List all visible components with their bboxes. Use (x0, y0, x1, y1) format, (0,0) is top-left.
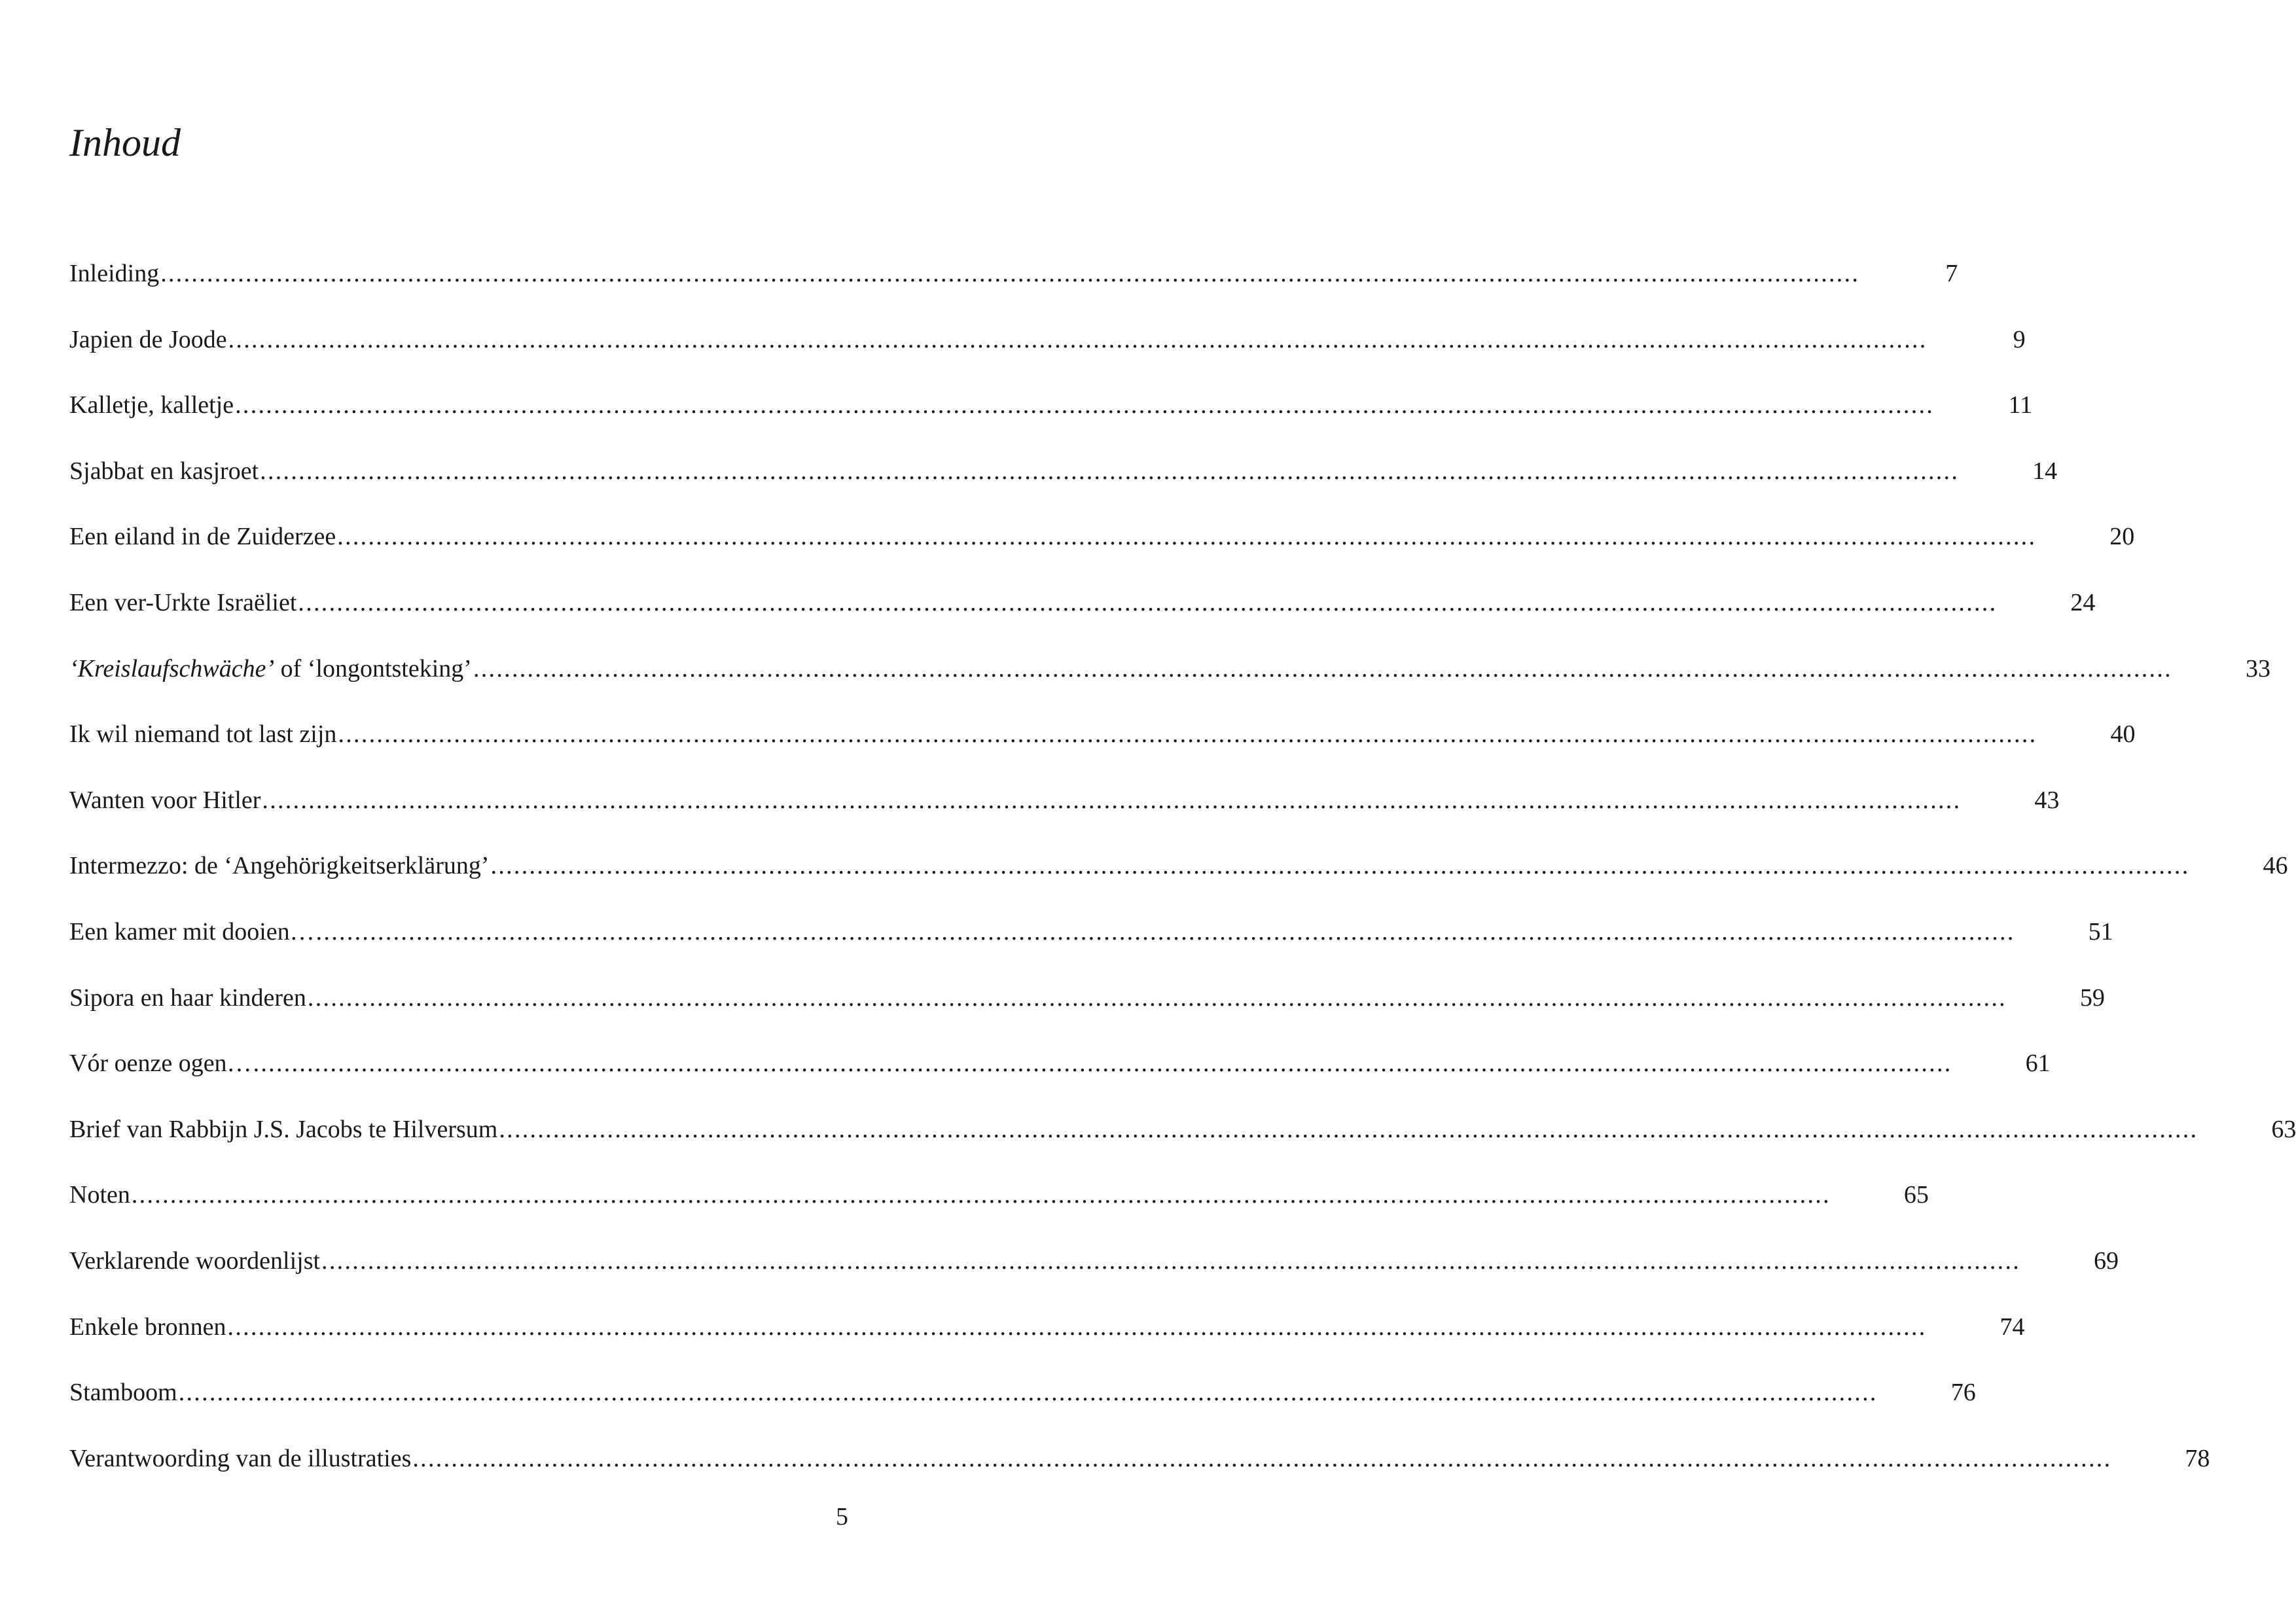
dot-leader: ............................................................................................................................................................................................................................ (490, 852, 2190, 880)
toc-entry (69, 1244, 2119, 1310)
dot-leader: ............................................................................................................................................................................................................................ (227, 1313, 1927, 1341)
toc-entry-page: 76 (1950, 1379, 1976, 1407)
toc-entry-label: Japien de Joode (69, 323, 228, 357)
dot-leader: ............................................................................................................................................................................................................................ (160, 260, 1860, 287)
table-of-contents (69, 256, 2296, 1507)
dot-leader: ............................................................................................................................................................................................................................ (131, 1181, 1831, 1209)
toc-entry-page: 74 (2000, 1313, 2025, 1341)
toc-entry-label: Kalletje, kalletje (69, 388, 235, 422)
toc-entry (69, 1112, 2296, 1178)
toc-entry-page: 61 (2025, 1050, 2051, 1078)
dot-leader: ............................................................................................................................................................................................................................ (473, 654, 2172, 682)
toc-entry-page: 14 (2032, 457, 2058, 485)
toc-entry-page: 11 (2008, 391, 2033, 419)
toc-entry-page: 63 (2271, 1115, 2296, 1143)
toc-entry (69, 783, 2060, 849)
toc-entry-page: 24 (2070, 588, 2096, 616)
toc-entry-label: Intermezzo: de ‘Angehörigkeitserklärung’ (69, 849, 491, 883)
dot-leader: ............................................................................................................................................................................................................................ (260, 457, 1960, 485)
dot-leader: ............................................................................................................................................................................................................................ (253, 1050, 1952, 1078)
toc-entry (69, 388, 2033, 454)
toc-entry (69, 981, 2105, 1047)
toc-entry-page: 59 (2079, 983, 2105, 1012)
page-number: 5 (836, 1503, 848, 1530)
toc-entry (69, 849, 2288, 915)
toc-entry-page: 43 (2034, 786, 2060, 814)
toc-entry-label: Sjabbat en kasjroet (69, 454, 260, 488)
toc-entry-label-rest: of ‘longontsteking’ (274, 654, 472, 682)
toc-entry-page: 65 (1903, 1181, 1929, 1209)
dot-leader: ............................................................................................................................................................................................................................ (262, 786, 1962, 814)
toc-entry-label (69, 652, 473, 686)
toc-entry-page: 7 (1945, 260, 1958, 287)
toc-entry (69, 1178, 1929, 1244)
toc-entry-page: 46 (2263, 852, 2288, 880)
toc-entry-page: 78 (2185, 1444, 2210, 1472)
toc-entry (69, 520, 2135, 586)
toc-entry-page: 20 (2109, 523, 2135, 551)
toc-entry-label: Ik wil niemand tot last zijn (69, 717, 338, 751)
dot-leader: ............................................................................................................................................................................................................................ (321, 1247, 2021, 1275)
toc-entry-page: 33 (2245, 654, 2270, 682)
page-title: Inhoud (69, 121, 181, 164)
dot-leader: ............................................................................................................................................................................................................................ (178, 1379, 1878, 1407)
toc-entry (69, 1310, 2025, 1376)
toc-entry (69, 586, 2096, 652)
toc-entry-label: Wanten voor Hitler (69, 783, 262, 817)
dot-leader: ............................................................................................................................................................................................................................ (307, 983, 2007, 1012)
toc-entry (69, 915, 2113, 981)
toc-entry-label: Enkele bronnen (69, 1310, 228, 1344)
toc-entry-label-italic: ‘Kreislaufschwäche’ (69, 654, 275, 682)
toc-entry-label: Verklarende woordenlijst (69, 1244, 321, 1278)
toc-entry-label: Inleiding (69, 256, 160, 291)
dot-leader: ............................................................................................................................................................................................................................ (315, 917, 2015, 946)
toc-entry-label: Een ver-Urkte Israëliet (69, 586, 298, 620)
dot-leader: ............................................................................................................................................................................................................................ (338, 720, 2037, 749)
dot-leader: ............................................................................................................................................................................................................................ (499, 1115, 2198, 1143)
toc-entry (69, 1441, 2210, 1508)
toc-entry-page: 51 (2088, 917, 2113, 946)
dot-leader: ............................................................................................................................................................................................................................ (412, 1444, 2112, 1472)
toc-entry-label: Noten (69, 1178, 132, 1212)
toc-entry-label: Vór oenze ogen… (69, 1046, 253, 1080)
toc-entry-label: Sipora en haar kinderen (69, 981, 308, 1015)
toc-entry-label: Een kamer mit dooien… (69, 915, 316, 949)
toc-entry (69, 1375, 1976, 1441)
toc-entry (69, 323, 2026, 389)
toc-entry (69, 717, 2136, 783)
toc-entry-label: Een eiland in de Zuiderzee (69, 520, 337, 554)
toc-entry-label: Verantwoording van de illustraties (69, 1441, 412, 1476)
toc-entry-page: 9 (2013, 325, 2026, 353)
toc-entry (69, 652, 2270, 718)
toc-entry-label: Brief van Rabbijn J.S. Jacobs te Hilversum (69, 1112, 499, 1146)
dot-leader: ............................................................................................................................................................................................................................ (337, 523, 2037, 551)
toc-entry-page: 69 (2094, 1247, 2119, 1275)
toc-entry-page: 40 (2110, 720, 2136, 749)
dot-leader: ............................................................................................................................................................................................................................ (228, 325, 1928, 353)
dot-leader: ............................................................................................................................................................................................................................ (235, 391, 1935, 419)
toc-entry (69, 256, 1958, 323)
dot-leader: ............................................................................................................................................................................................................................ (298, 588, 1998, 616)
toc-entry (69, 454, 2058, 520)
toc-entry (69, 1046, 2051, 1112)
toc-entry-label: Stamboom (69, 1375, 179, 1409)
